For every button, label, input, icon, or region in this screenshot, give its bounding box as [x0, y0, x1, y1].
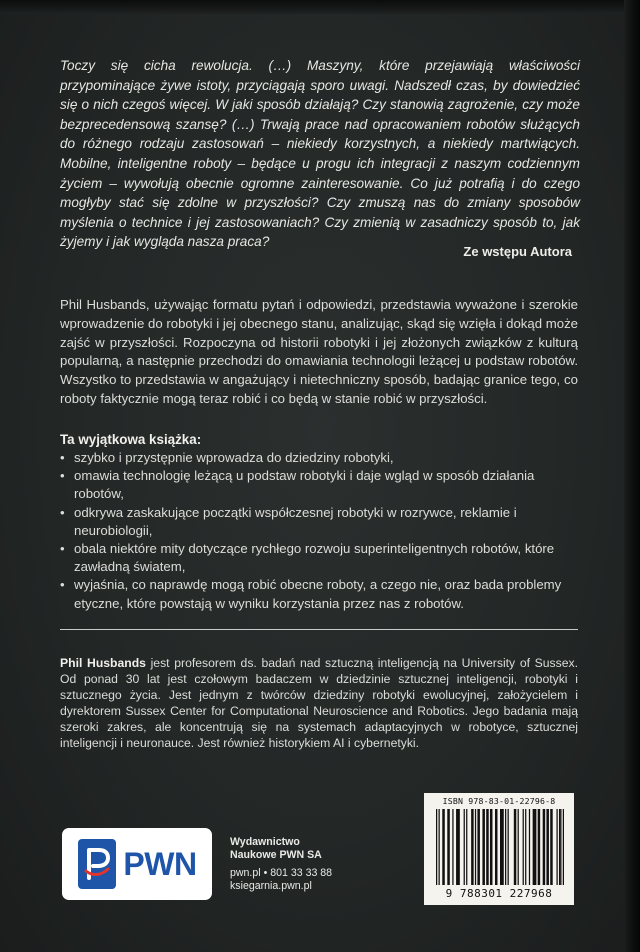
barcode-bar — [514, 809, 517, 885]
barcode-bar — [529, 809, 530, 885]
barcode-bar — [518, 809, 519, 885]
cover-spine-edge — [624, 0, 640, 952]
publisher-name-line2: Naukowe PWN SA — [230, 849, 322, 862]
barcode-bar — [464, 809, 465, 885]
barcode-bar — [563, 809, 564, 885]
barcode-bar — [543, 809, 546, 885]
publisher-info — [230, 836, 332, 894]
publisher-name-line1: Wydawnictwo — [230, 836, 300, 848]
barcode-bar — [559, 809, 560, 885]
barcode-bar — [471, 809, 474, 885]
highlight-item: • odkrywa zaskakujące początki współczesnej robotyki w rozrywce, reklamie i neurobiologii, — [60, 504, 575, 540]
intro-quote: Toczy się cicha rewolucja. (…) Maszyny, które przejawiają właściwości przypominające żywe istoty, przyciągają sporo uwagi. Nadszedł czas, by dowiedzieć się o nich czegoś więcej. W jaki sposób działają? Czy stanowią zagrożenie, czy może bezprecedensową szansę? (…) Trwają prace nad opracowaniem robotów służących do różnego rodzaju zastosowań – niekiedy korzystnych, a niekiedy martwiących. Mobilne, inteligentne roboty – będące u progu ich integracji z naszym codziennym życiem – wywołują obecnie ogromne zainteresowanie. Co już potrafią i do czego mogłyby stać się zdolne w przyszłości? Czy zmuszą nas do zmiany sposobów myślenia o technice i jej zastosowaniach? Czy zmienią w zasadniczy sposób to, jak żyjemy i jak wygląda nasza praca? — [60, 58, 580, 250]
publisher-logo — [62, 828, 212, 900]
barcode-bar — [538, 809, 541, 885]
publisher-contact-line2: ksiegarnia.pwn.pl — [230, 880, 312, 893]
barcode-bar — [495, 809, 498, 885]
publisher-contact-line1: pwn.pl • 801 33 33 88 — [230, 866, 333, 879]
author-name: Phil Husbands — [60, 656, 146, 670]
barcode-bar — [505, 809, 506, 885]
barcode-bar — [477, 809, 480, 885]
barcode-bar — [482, 809, 485, 885]
barcode-bar — [486, 809, 489, 885]
book-summary: Phil Husbands, używając formatu pytań i odpowiedzi, przedstawia wyważone i szerokie wprowadzenie do robotyki i jej obecnego stanu, analizując, skąd się wzięła i dokąd może zajść w przyszłości. Rozpoczyna od historii robotyki i jej złożonych związków z kulturą popularną, a następnie przechodzi do omawiania technologii leżącej u podstaw robotów. Wszystko to przedstawia w angażujący i nietechniczny sposób, badając granice tego, co roboty faktycznie mogą teraz robić i co będą w stanie robić w przyszłości. — [60, 297, 578, 406]
barcode-bar — [456, 809, 460, 885]
barcode-bar — [490, 809, 493, 885]
barcode-bar — [475, 809, 476, 885]
highlight-item: • wyjaśnia, co naprawdę mogą robić obecne roboty, a czego nie, oraz bada problemy etyczne, które powstają w wyniku korzystania przez nas z robotów. — [60, 576, 575, 612]
barcode-bar — [442, 809, 445, 885]
barcode-bar — [560, 809, 561, 885]
barcode-bar — [533, 809, 537, 885]
barcode-bar — [525, 809, 526, 885]
barcode-bar — [500, 809, 504, 885]
barcode-bar — [556, 809, 557, 885]
pwn-logo-icon — [77, 838, 117, 890]
barcode-bar — [508, 809, 509, 885]
highlight-item: • obala niektóre mity dotyczące rychłego rozwoju superinteligentnych robotów, które zawładną światem, — [60, 540, 575, 576]
author-bio — [60, 655, 578, 751]
highlight-item: • omawia technologię leżącą u podstaw robotyki i daje wgląd w sposób działania robotów, — [60, 467, 575, 503]
isbn-barcode — [424, 793, 574, 905]
barcode-digits: 9 788301 227968 — [445, 887, 553, 900]
highlights-list — [60, 449, 575, 613]
barcode-bar — [466, 809, 467, 885]
cover-top-edge — [0, 0, 640, 14]
barcode-bars — [434, 809, 566, 885]
author-bio-text: jest profesorem ds. badań nad sztuczną inteligencją na University of Sussex. Od ponad 30 lat jest czołowym badaczem w dziedzinie sztucznej inteligencji, robotyki i sztucznego życia. Jest jednym z twórców dziedziny robotyki ewolucyjnej, założycielem i dyrektorem Sussex Center for Computational Neuroscience and Robotics. Jego badania mają szeroki zakres, ale koncentrują się na systemach adaptacyjnych w robotyce, sztucznej inteligencji i neuronauce. Jest również historykiem AI i cybernetyki. — [60, 656, 578, 750]
barcode-bar — [439, 809, 440, 885]
quote-attribution: Ze wstępu Autora — [463, 244, 572, 259]
publisher-logo-text: PWN — [123, 845, 197, 882]
barcode-bar — [546, 809, 549, 885]
barcode-bar — [452, 809, 453, 885]
barcode-bar — [523, 809, 524, 885]
isbn-label: ISBN 978-83-01-22796-8 — [442, 796, 556, 806]
section-divider — [60, 629, 578, 630]
highlights-heading: Ta wyjątkowa książka: — [60, 432, 202, 447]
highlight-item: • szybko i przystępnie wprowadza do dziedziny robotyki, — [60, 449, 575, 467]
barcode-bar — [436, 809, 437, 885]
barcode-bar — [447, 809, 450, 885]
barcode-bar — [550, 809, 553, 885]
